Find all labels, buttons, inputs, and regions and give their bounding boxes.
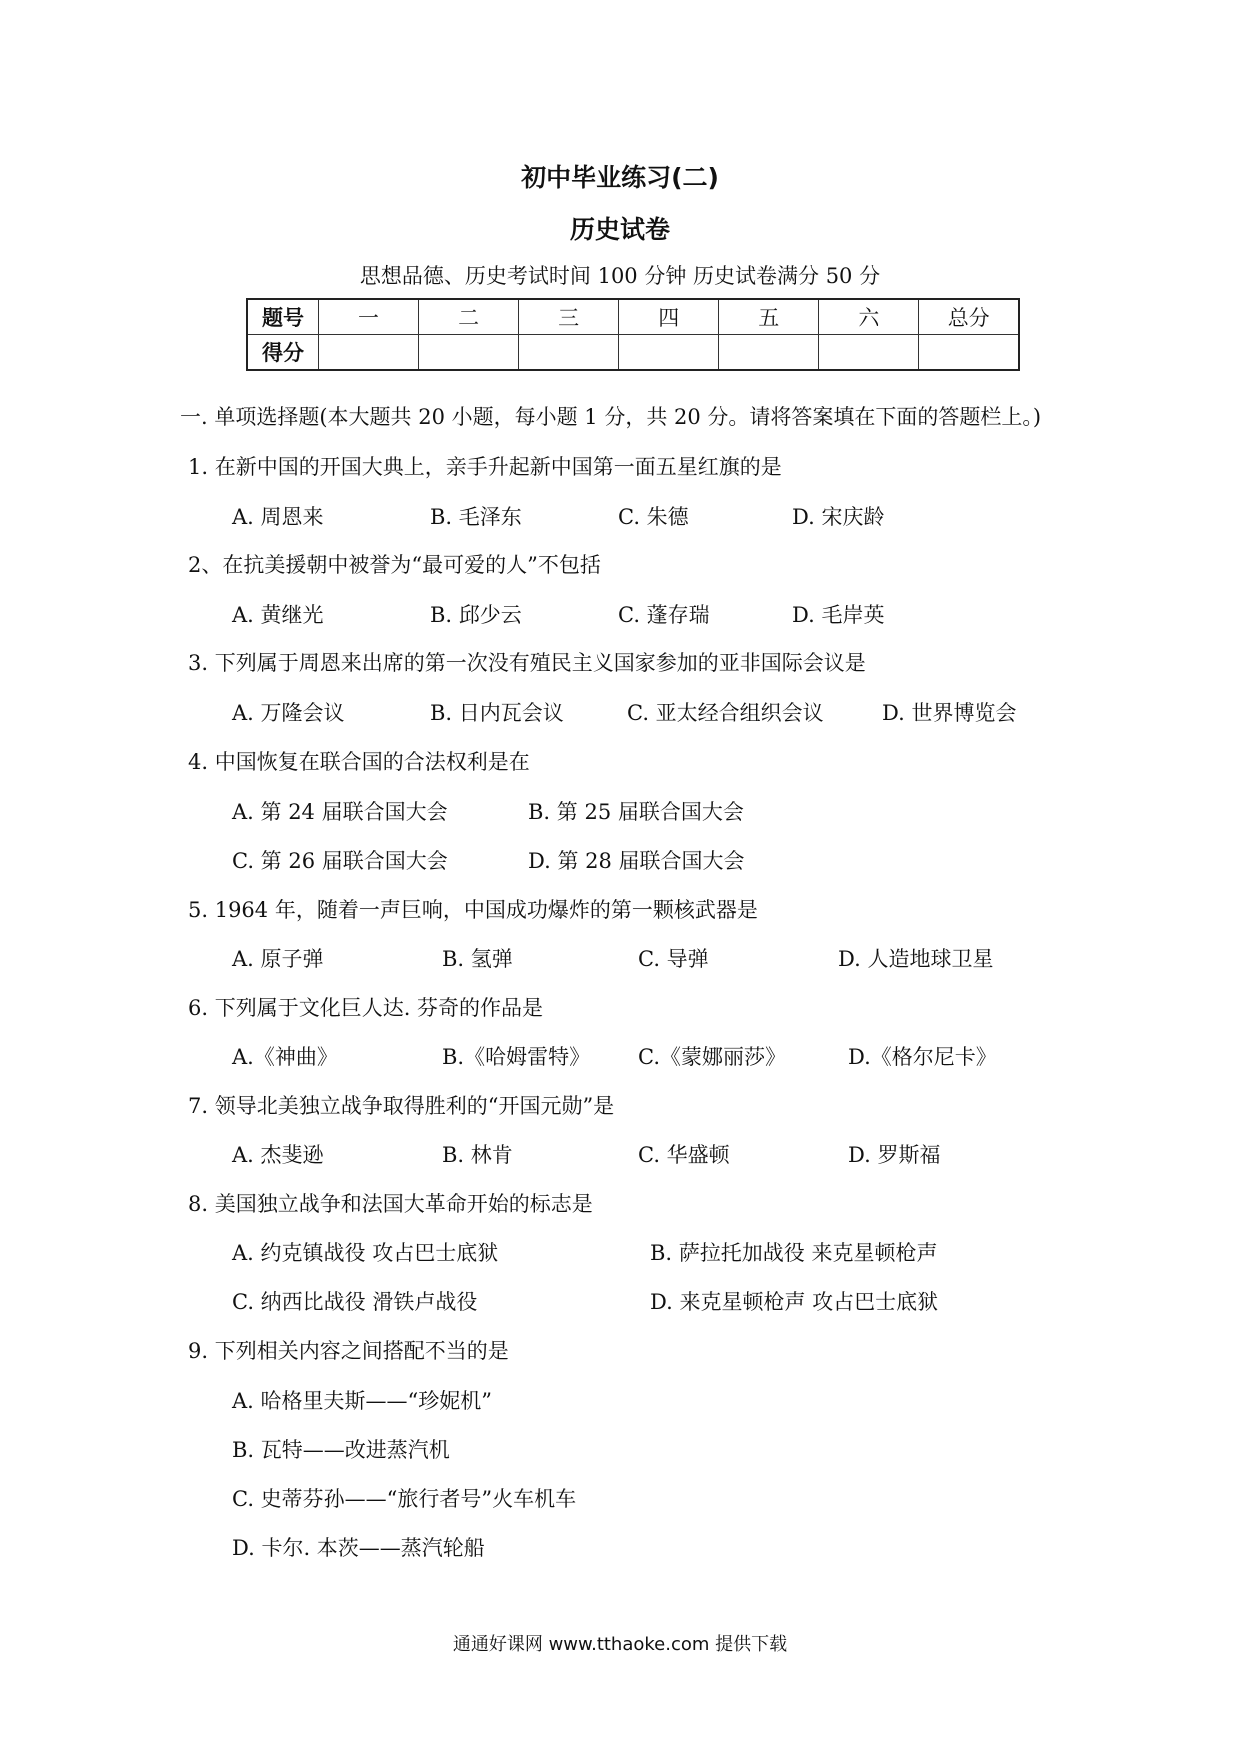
option: D. 罗斯福 (848, 1143, 941, 1167)
score-blank (819, 335, 919, 371)
question-stem: 3. 下列属于周恩来出席的第一次没有殖民主义国家参加的亚非国际会议是 (188, 651, 866, 675)
score-blank (619, 335, 719, 371)
score-cell: 题号 (247, 299, 319, 335)
score-cell: 四 (619, 299, 719, 335)
question-stem: 9. 下列相关内容之间搭配不当的是 (188, 1339, 509, 1363)
option: C. 华盛顿 (638, 1143, 730, 1167)
option: A. 杰斐逊 (232, 1143, 324, 1167)
option: D. 世界博览会 (882, 701, 1017, 725)
score-cell: 二 (419, 299, 519, 335)
option: D. 毛岸英 (792, 603, 885, 627)
score-cell: 一 (319, 299, 419, 335)
option: A. 原子弹 (232, 947, 324, 971)
option: D. 人造地球卫星 (838, 947, 994, 971)
question-stem: 7. 领导北美独立战争取得胜利的“开国元勋”是 (188, 1094, 615, 1118)
section-heading: 一. 单项选择题(本大题共 20 小题，每小题 1 分，共 20 分。请将答案填在下面的答题栏上。) (180, 405, 1042, 429)
option: A. 周恩来 (232, 505, 324, 529)
question-stem: 2、在抗美援朝中被誉为“最可爱的人”不包括 (188, 553, 601, 577)
option: C. 亚太经合组织会议 (627, 701, 824, 725)
option: D. 卡尔. 本茨——蒸汽轮船 (232, 1536, 485, 1560)
question-stem: 6. 下列属于文化巨人达. 芬奇的作品是 (188, 996, 544, 1020)
option: A. 约克镇战役 攻占巴士底狱 (232, 1241, 499, 1265)
question-stem: 1. 在新中国的开国大典上，亲手升起新中国第一面五星红旗的是 (188, 455, 782, 479)
option: C. 导弹 (638, 947, 709, 971)
option: B. 第 25 届联合国大会 (528, 800, 744, 824)
option: A. 黄继光 (232, 603, 324, 627)
score-table-header-row (247, 299, 1019, 335)
score-table-score-row (247, 335, 1019, 371)
option: B. 氢弹 (442, 947, 513, 971)
option: B. 瓦特——改进蒸汽机 (232, 1438, 450, 1462)
option: C. 史蒂芬孙——“旅行者号”火车机车 (232, 1487, 577, 1511)
question-stem: 5. 1964 年，随着一声巨响，中国成功爆炸的第一颗核武器是 (188, 898, 758, 922)
option: C. 第 26 届联合国大会 (232, 849, 448, 873)
option: C. 纳西比战役 滑铁卢战役 (232, 1290, 478, 1314)
score-blank (919, 335, 1019, 371)
score-cell: 总分 (919, 299, 1019, 335)
score-blank (419, 335, 519, 371)
score-table (246, 298, 1020, 371)
exam-subtitle: 历史试卷 (569, 215, 670, 244)
score-cell: 五 (719, 299, 819, 335)
option: A.《神曲》 (232, 1045, 338, 1069)
score-cell: 得分 (247, 335, 319, 371)
score-blank (319, 335, 419, 371)
option: A. 哈格里夫斯——“珍妮机” (232, 1389, 492, 1413)
question-stem: 8. 美国独立战争和法国大革命开始的标志是 (188, 1192, 593, 1216)
option: B.《哈姆雷特》 (442, 1045, 591, 1069)
option: C. 朱德 (618, 505, 689, 529)
exam-info: 思想品德、历史考试时间 100 分钟 历史试卷满分 50 分 (359, 264, 881, 288)
option: C. 蓬存瑞 (618, 603, 710, 627)
option: B. 林肯 (442, 1143, 513, 1167)
option: B. 毛泽东 (430, 505, 522, 529)
option: B. 邱少云 (430, 603, 522, 627)
option: D. 宋庆龄 (792, 505, 885, 529)
score-blank (519, 335, 619, 371)
score-cell: 三 (519, 299, 619, 335)
question-stem: 4. 中国恢复在联合国的合法权利是在 (188, 750, 530, 774)
option: C.《蒙娜丽莎》 (638, 1045, 786, 1069)
option: B. 萨拉托加战役 来克星顿枪声 (650, 1241, 938, 1265)
score-blank (719, 335, 819, 371)
option: D. 第 28 届联合国大会 (528, 849, 745, 873)
option: A. 第 24 届联合国大会 (232, 800, 448, 824)
footer-source: 通通好课网 www.tthaoke.com 提供下载 (452, 1634, 788, 1655)
option: D. 来克星顿枪声 攻占巴士底狱 (650, 1290, 939, 1314)
exam-title: 初中毕业练习(二) (521, 163, 719, 192)
score-cell: 六 (819, 299, 919, 335)
option: D.《格尔尼卡》 (848, 1045, 997, 1069)
option: A. 万隆会议 (232, 701, 345, 725)
option: B. 日内瓦会议 (430, 701, 564, 725)
